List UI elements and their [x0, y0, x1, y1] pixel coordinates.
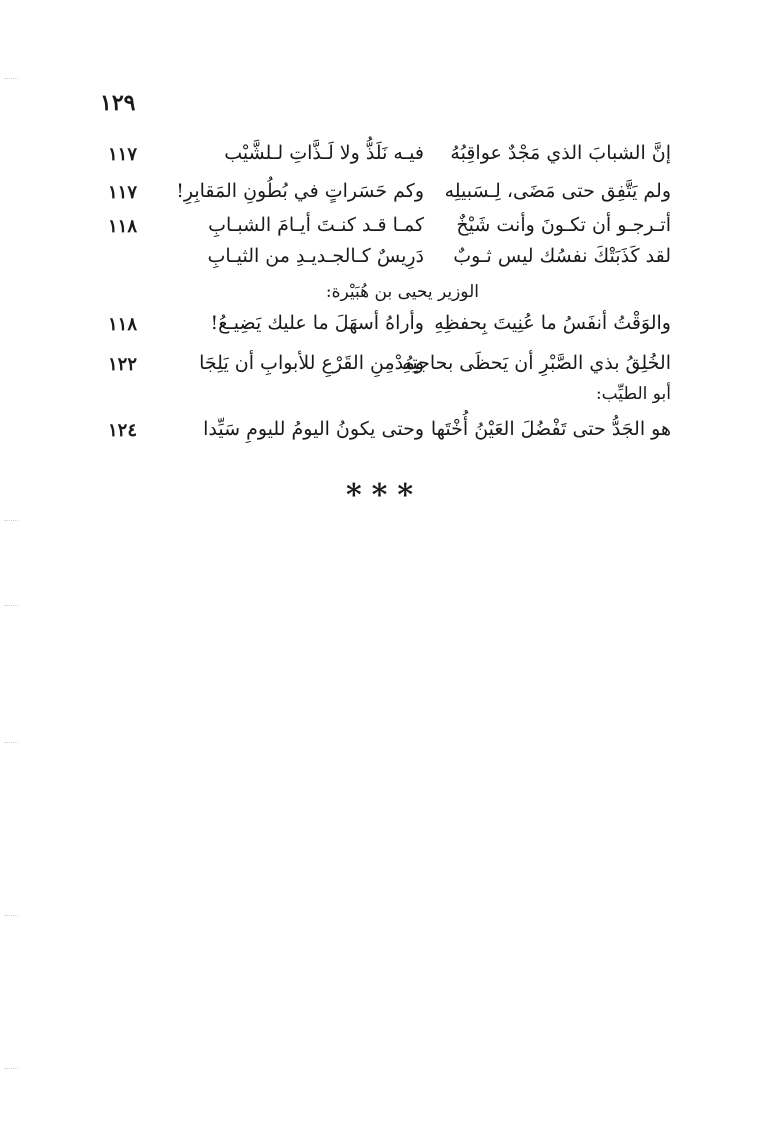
verse-reference-number: ١٢٤: [108, 420, 138, 441]
verse-first-hemistich: هو الجَدُّ حتى تَفْضُلَ العَيْنُ أُخْتَها: [430, 418, 671, 440]
verse-second-hemistich: فيـه نَلَذُّ ولا لَـذَّاتِ لـلشَّيْب: [224, 142, 424, 164]
verse-reference-number: ١١٨: [108, 216, 138, 237]
verse-row: [0, 312, 769, 342]
margin-mark: [4, 1068, 18, 1071]
section-end-asterisks: ***: [345, 478, 424, 513]
verse-reference-number: ١١٧: [108, 182, 138, 203]
verse-row: [0, 245, 769, 275]
poet-heading-abu-tayyib: أبو الطيِّب:: [595, 384, 671, 404]
verse-second-hemistich: وحتى يكونُ اليومُ لليومِ سَيِّدا: [203, 418, 424, 440]
margin-mark: [4, 742, 18, 745]
verse-first-hemistich: أتـرجـو أن تكـونَ وأنت شَيْخٌ: [456, 214, 671, 236]
page-number: ١٢٩: [100, 90, 136, 116]
margin-mark: [4, 605, 18, 608]
verse-row: [0, 352, 769, 382]
verse-second-hemistich: ومُدْمِنِ القَرْعِ للأبوابِ أن يَلِجَا: [199, 352, 424, 374]
verse-second-hemistich: كمـا قـد كنـتَ أيـامَ الشبـابِ: [208, 214, 424, 236]
verse-reference-number: ١١٧: [108, 144, 138, 165]
verse-first-hemistich: إنَّ الشبابَ الذي مَجْدٌ عواقِبُهُ: [450, 142, 671, 164]
margin-mark: [4, 78, 18, 81]
verse-first-hemistich: الخُلِقُ بذي الصَّبْرِ أن يَحظَى بحاجتِهِ: [402, 352, 671, 374]
verse-reference-number: ١٢٢: [108, 354, 138, 375]
poet-heading-vizier: الوزير يحيى بن هُبَيْرة:: [325, 282, 479, 302]
verse-row: [0, 418, 769, 448]
margin-mark: [4, 520, 18, 523]
verse-second-hemistich: وكم حَسَراتٍ في بُطُونِ المَقابِرِ!: [176, 180, 424, 202]
verse-second-hemistich: دَرِيسٌ كـالجـديـدِ من الثيـابِ: [207, 245, 424, 267]
verse-first-hemistich: لقد كَذَبَتْكَ نفسُك ليس ثـوبٌ: [453, 245, 671, 267]
verse-second-hemistich: وأراهُ أسهَلَ ما عليك يَضِيـعُ!: [210, 312, 424, 334]
verse-row: [0, 214, 769, 244]
margin-mark: [4, 915, 18, 918]
verse-first-hemistich: والوَقْتُ أنفَسُ ما عُنِيتَ بِحفظِهِ: [434, 312, 671, 334]
verse-reference-number: ١١٨: [108, 314, 138, 335]
verse-row: [0, 142, 769, 172]
verse-row: [0, 180, 769, 210]
verse-first-hemistich: ولم يَتَّفِق حتى مَضَى، لِـسَبيلِه: [444, 180, 671, 202]
